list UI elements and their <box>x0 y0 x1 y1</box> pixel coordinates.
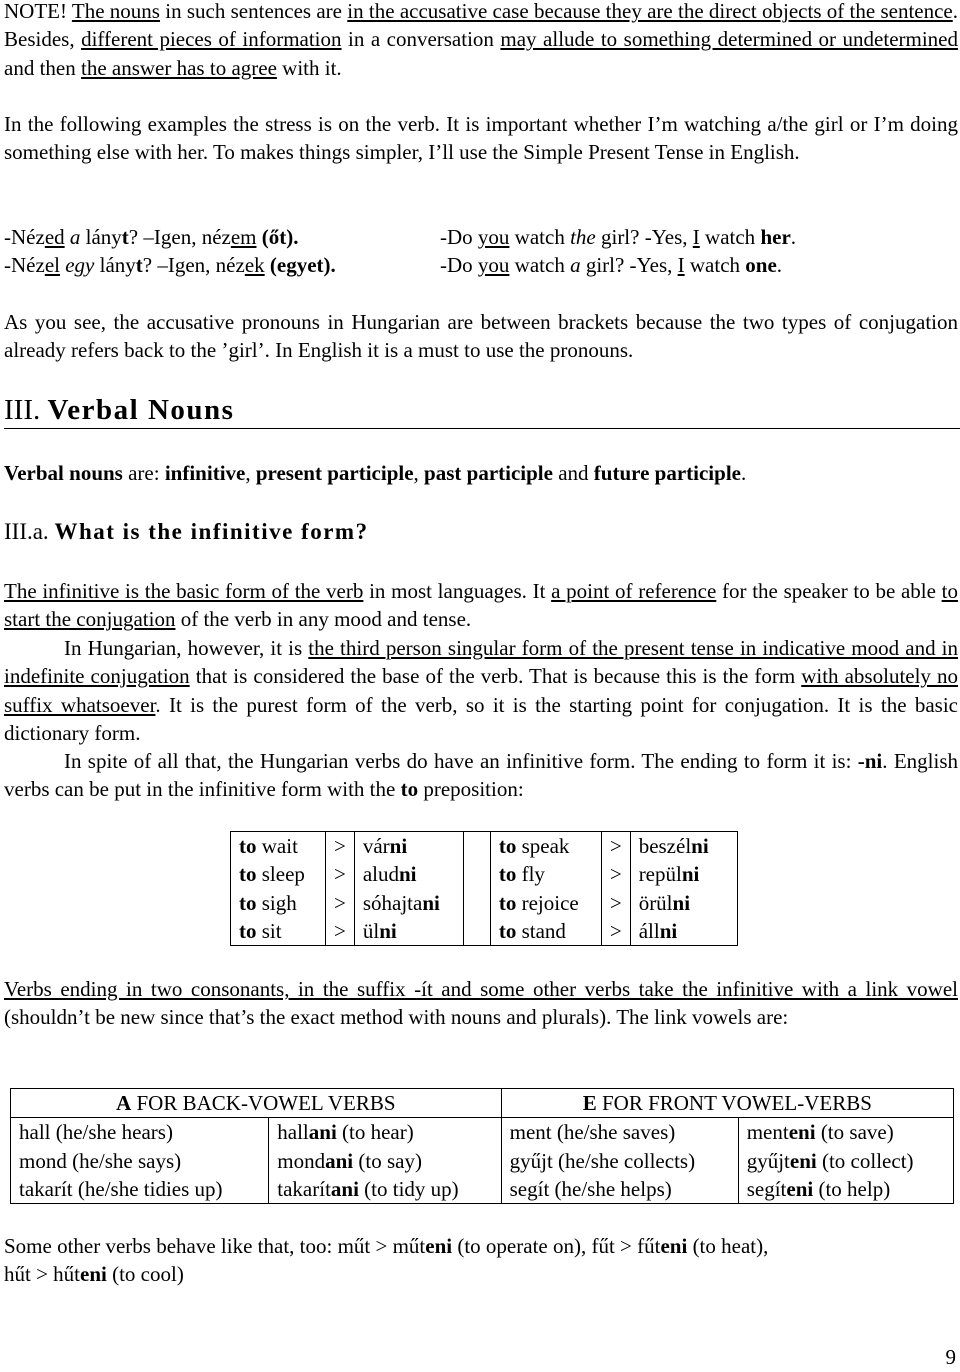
back-vowel-header: A FOR BACK-VOWEL VERBS <box>11 1089 502 1118</box>
note-underlined-accusative: in the accusative case because they are the direct objects of the sentence <box>347 0 953 23</box>
section-number: III. <box>4 394 41 426</box>
front-vowel-header: E FOR FRONT VOWEL-VERBS <box>501 1089 953 1118</box>
infinitive-paragraph-2: In Hungarian, however, it is the third person singular form of the present tense in indicative mood and in indefinite conjugation that is considered the base of the verb. That is because this is the form with absolutely no suffix whatsoever. It is the purest form of the verb, so it is the starting point for conjugation. It is the basic dictionary form. <box>4 636 959 745</box>
table-row: mond (he/she says) mondani (to say) gyűjt (he/she collects) gyűjteni (to collect) <box>11 1147 954 1175</box>
infinitive-paragraph-1: The infinitive is the basic form of the verb in most languages. It a point of reference for the speaker to be able to start the conjugation of the verb in any mood and tense. <box>4 579 958 632</box>
subsection-number: III.a. <box>4 519 49 544</box>
page-number: 9 <box>945 1345 956 1369</box>
table-row: hall (he/she hears) hallani (to hear) ment (he/she saves) menteni (to save) <box>11 1118 954 1147</box>
table-row: to sigh > sóhajtani to rejoice > örülni <box>231 889 738 917</box>
table-header-row <box>11 1089 954 1118</box>
link-vowel-table <box>10 1088 954 1204</box>
link-vowel-paragraph: Verbs ending in two consonants, in the suffix -ít and some other verbs take the infinitive with a link vowel (shouldn’t be new since that’s the exact method with nouns and plurals). The link vowels are: <box>4 977 958 1030</box>
table-row: to sleep > aludni to fly > repülni <box>231 860 738 888</box>
example-en-2: -Do you watch a girl? -Yes, I watch one. <box>440 253 783 277</box>
section-heading-iii <box>4 392 960 429</box>
table-row: takarít (he/she tidies up) takarítani (to tidy up) segít (he/she helps) segíteni (to help) <box>11 1175 954 1204</box>
note-text: . Besides, <box>4 0 958 52</box>
note-text: in such sentences are <box>159 0 348 23</box>
note-underlined-agree: the answer has to agree <box>80 55 277 80</box>
note-underlined-allude: may allude to something determined or undetermined <box>500 27 958 52</box>
note-underlined-nouns: The nouns <box>71 0 160 23</box>
subsection-heading-iiia <box>4 517 369 547</box>
table-row: to sit > ülni to stand > állni <box>231 917 738 946</box>
section-title: Verbal Nouns <box>47 394 235 426</box>
note-paragraph <box>4 0 958 82</box>
accusative-pronoun-paragraph: As you see, the accusative pronouns in Hungarian are between brackets because the two types of conjugation already refers back to the ’girl’. In English it is a must to use the pronouns. <box>4 310 958 363</box>
note-text: with it. <box>276 55 342 80</box>
note-text: and then <box>4 55 81 80</box>
note-underlined-pieces: different pieces of information <box>81 27 342 52</box>
example-hu-1: -Nézed a lányt? –Igen, nézem (őt). <box>4 225 299 249</box>
subsection-title: What is the infinitive form? <box>54 519 369 544</box>
table-row: to wait > várni to speak > beszélni <box>231 832 738 861</box>
verbal-nouns-line: Verbal nouns are: infinitive, present participle, past participle and future participle. <box>4 461 747 485</box>
example-en-1: -Do you watch the girl? -Yes, I watch her. <box>440 225 797 249</box>
infinitive-paragraph-3: In spite of all that, the Hungarian verbs do have an infinitive form. The ending to form it is: -ni. English verbs can be put in the infinitive form with the to preposition: <box>4 749 958 802</box>
example-hu-2: -Nézel egy lányt? –Igen, nézek (egyet). <box>4 253 336 277</box>
note-text: in a conversation <box>341 27 501 52</box>
infinitive-examples-table <box>230 831 738 946</box>
note-label: NOTE! <box>4 0 67 23</box>
stress-paragraph: In the following examples the stress is on the verb. It is important whether I’m watching a/the girl or I’m doing something else with her. To makes things simpler, I’ll use the Simple Present Tense in English. <box>4 112 958 165</box>
other-verbs-paragraph: Some other verbs behave like that, too: műt > műteni (to operate on), fűt > fűteni (to heat), hűt > hűteni (to cool) <box>4 1234 769 1287</box>
